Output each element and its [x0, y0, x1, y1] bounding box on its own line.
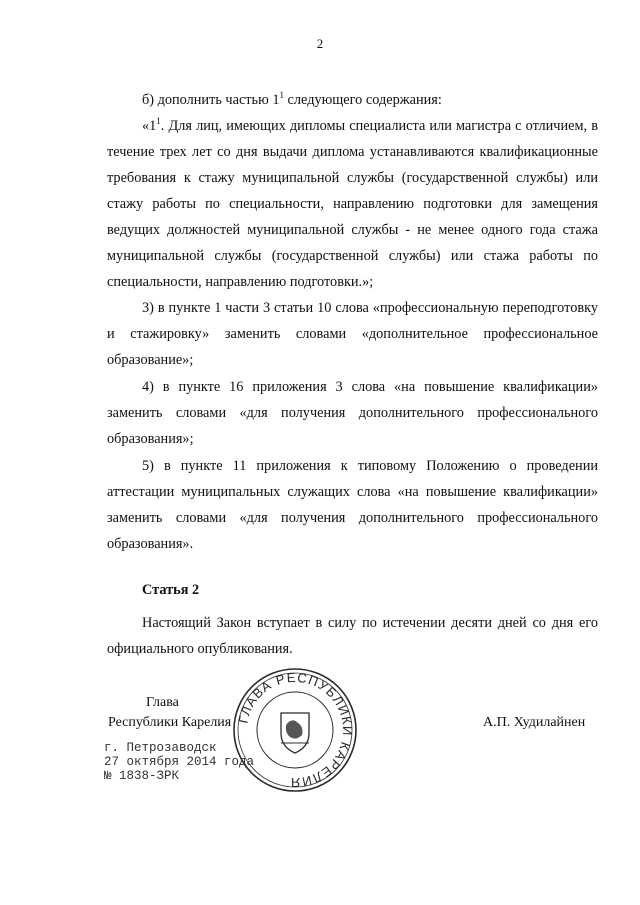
signature-title-line1: Глава: [146, 695, 179, 710]
paragraph-item-4: 4) в пункте 16 приложения 3 слова «на повышение квалификации» заменить словами «для получения дополнительного профессионального образования»;: [107, 379, 598, 447]
seal-text: ГЛАВА РЕСПУБЛИКИ КАРЕЛИЯ: [235, 669, 356, 791]
page-number: 2: [316, 36, 324, 51]
paragraph-quoted-part: «$1^1$. Для лиц, имеющих дипломы специалиста или магистра с отличием, в течение трех лет со дня выдачи диплома устанавливаются квалификационные требования к стажу муниципальной службы (государственной службы) или стажу работы по специальности, направлению подготовки для замещения ведущих должностей муниципальной службы - не менее одного года стажа муниципальной службы (государственной службы) или стажа работы по специальности, направлению подготовки.»;: [107, 116, 598, 290]
stamp-city: г. Петрозаводск: [104, 741, 217, 755]
stamp-number: № 1838-ЗРК: [104, 769, 180, 783]
paragraph-item-3: 3) в пункте 1 части 3 статьи 10 слова «профессиональную переподготовку и стажировку» заменить словами «дополнительное профессиональное образование»;: [107, 300, 598, 368]
paragraph-intro: б) дополнить частью $1^1$ следующего содержания:: [142, 90, 442, 108]
signature-title: [108, 693, 231, 733]
paragraph-item-5: 5) в пункте 11 приложения к типовому Положению о проведении аттестации муниципальных служащих слова «на повышение квалификации» заменить словами «для получения дополнительного профессионального образования».: [107, 458, 598, 552]
stamp-date: 27 октября 2014 года: [104, 755, 255, 769]
article-heading: Статья 2: [142, 582, 200, 598]
signature-title-line2: Республики Карелия: [108, 715, 232, 730]
article-text: Настоящий Закон вступает в силу по истечении десяти дней со дня его официального опубликования.: [107, 615, 598, 657]
registration-stamp: [104, 741, 254, 783]
signatory-name: А.П. Худилайнен: [483, 715, 586, 730]
